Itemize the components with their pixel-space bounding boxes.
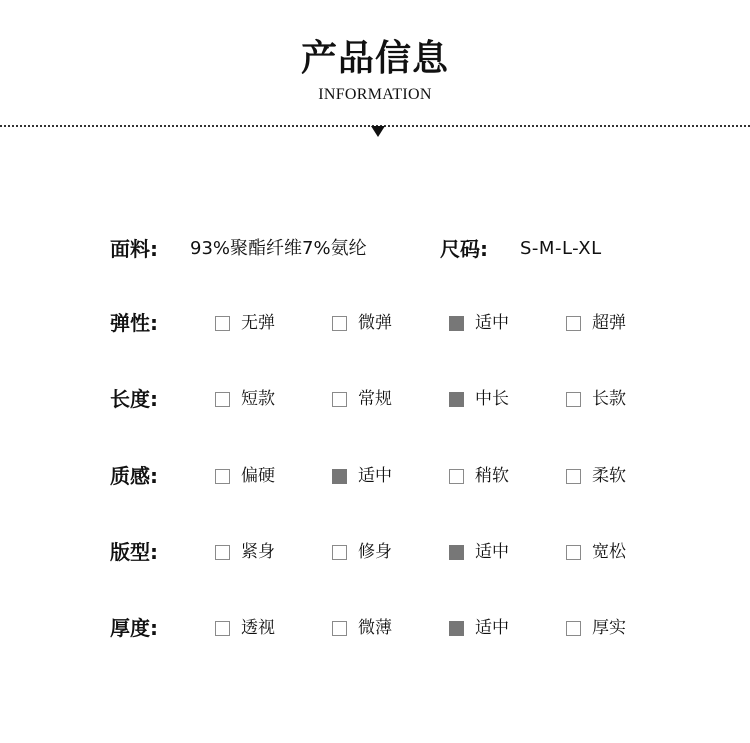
option-label: 适中 bbox=[358, 466, 392, 486]
checked-checkbox-icon[interactable] bbox=[449, 316, 464, 331]
attribute-option[interactable] bbox=[566, 311, 626, 335]
checkbox-icon[interactable] bbox=[332, 621, 347, 636]
attribute-option[interactable] bbox=[332, 311, 392, 335]
attribute-option[interactable] bbox=[332, 387, 392, 411]
option-label: 修身 bbox=[358, 542, 392, 562]
attribute-option[interactable] bbox=[449, 616, 509, 640]
attribute-row bbox=[0, 616, 750, 640]
size-label: 尺码: bbox=[440, 237, 488, 261]
attribute-label: 长度: bbox=[110, 387, 158, 411]
option-label: 短款 bbox=[241, 389, 275, 409]
page-subtitle: INFORMATION bbox=[318, 86, 432, 103]
attribute-label: 版型: bbox=[110, 540, 158, 564]
fabric-value: 93%聚酯纤维7%氨纶 bbox=[190, 238, 367, 259]
checkbox-icon[interactable] bbox=[332, 316, 347, 331]
checkbox-icon[interactable] bbox=[215, 316, 230, 331]
attribute-option[interactable] bbox=[215, 616, 275, 640]
checked-checkbox-icon[interactable] bbox=[332, 469, 347, 484]
option-label: 超弹 bbox=[592, 313, 626, 333]
attribute-option[interactable] bbox=[449, 464, 509, 488]
checkbox-icon[interactable] bbox=[215, 545, 230, 560]
fabric-label: 面料: bbox=[110, 237, 158, 261]
option-label: 无弹 bbox=[241, 313, 275, 333]
attribute-row bbox=[0, 387, 750, 411]
attribute-row bbox=[0, 311, 750, 335]
checkbox-icon[interactable] bbox=[449, 469, 464, 484]
attribute-option[interactable] bbox=[566, 387, 626, 411]
attribute-option[interactable] bbox=[566, 540, 626, 564]
arrow-down-icon bbox=[371, 126, 385, 137]
checkbox-icon[interactable] bbox=[215, 621, 230, 636]
attribute-option[interactable] bbox=[215, 540, 275, 564]
option-label: 稍软 bbox=[475, 466, 509, 486]
attribute-row bbox=[0, 464, 750, 488]
option-label: 适中 bbox=[475, 542, 509, 562]
option-label: 适中 bbox=[475, 313, 509, 333]
option-label: 透视 bbox=[241, 618, 275, 638]
attribute-option[interactable] bbox=[566, 464, 626, 488]
checkbox-icon[interactable] bbox=[566, 316, 581, 331]
option-label: 常规 bbox=[358, 389, 392, 409]
checkbox-icon[interactable] bbox=[566, 469, 581, 484]
attribute-option[interactable] bbox=[449, 540, 509, 564]
checked-checkbox-icon[interactable] bbox=[449, 392, 464, 407]
option-label: 宽松 bbox=[592, 542, 626, 562]
attribute-option[interactable] bbox=[332, 540, 392, 564]
size-value: S-M-L-XL bbox=[520, 238, 602, 259]
option-label: 厚实 bbox=[592, 618, 626, 638]
attribute-option[interactable] bbox=[332, 464, 392, 488]
attribute-option[interactable] bbox=[215, 311, 275, 335]
attribute-option[interactable] bbox=[332, 616, 392, 640]
checkbox-icon[interactable] bbox=[332, 545, 347, 560]
attribute-label: 质感: bbox=[110, 464, 158, 488]
option-label: 适中 bbox=[475, 618, 509, 638]
checkbox-icon[interactable] bbox=[566, 621, 581, 636]
option-label: 偏硬 bbox=[241, 466, 275, 486]
attribute-option[interactable] bbox=[449, 311, 509, 335]
attribute-option[interactable] bbox=[449, 387, 509, 411]
checkbox-icon[interactable] bbox=[215, 469, 230, 484]
option-label: 微弹 bbox=[358, 313, 392, 333]
option-label: 柔软 bbox=[592, 466, 626, 486]
attribute-label: 弹性: bbox=[110, 311, 158, 335]
checked-checkbox-icon[interactable] bbox=[449, 621, 464, 636]
attribute-row bbox=[0, 540, 750, 564]
attribute-option[interactable] bbox=[215, 464, 275, 488]
checkbox-icon[interactable] bbox=[566, 545, 581, 560]
attribute-option[interactable] bbox=[566, 616, 626, 640]
attribute-label: 厚度: bbox=[110, 616, 158, 640]
option-label: 中长 bbox=[475, 389, 509, 409]
checkbox-icon[interactable] bbox=[566, 392, 581, 407]
attribute-option[interactable] bbox=[215, 387, 275, 411]
page-title: 产品信息 bbox=[300, 38, 449, 79]
checkbox-icon[interactable] bbox=[332, 392, 347, 407]
option-label: 微薄 bbox=[358, 618, 392, 638]
checked-checkbox-icon[interactable] bbox=[449, 545, 464, 560]
checkbox-icon[interactable] bbox=[215, 392, 230, 407]
option-label: 紧身 bbox=[241, 542, 275, 562]
option-label: 长款 bbox=[592, 389, 626, 409]
